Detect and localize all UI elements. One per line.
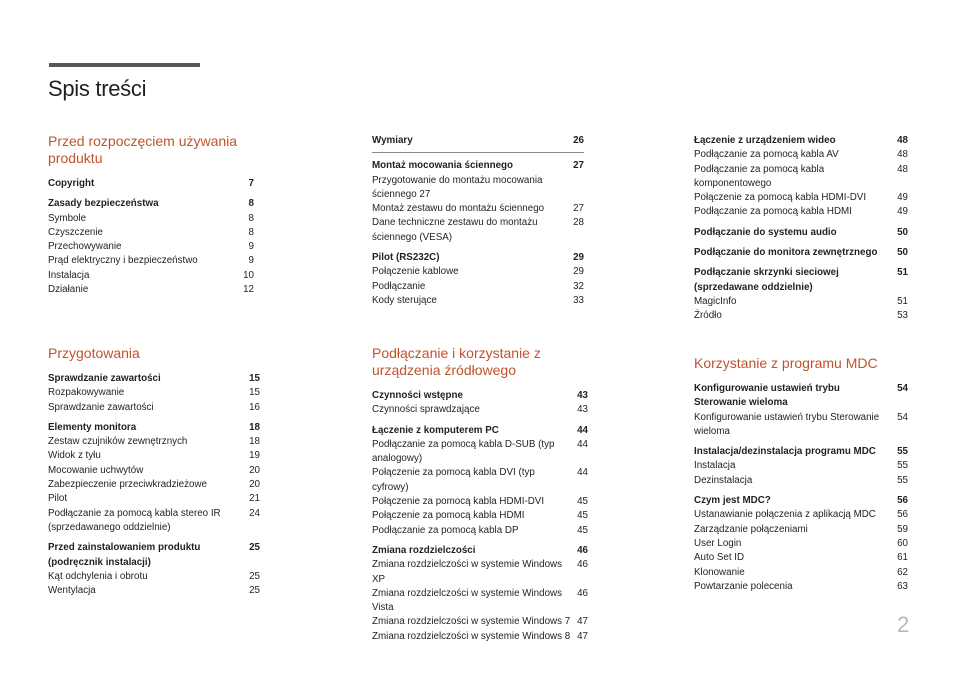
toc-heading-entry[interactable]	[694, 134, 908, 148]
toc-entry[interactable]	[48, 212, 254, 226]
toc-heading-entry[interactable]	[694, 226, 908, 240]
toc-entry[interactable]	[372, 174, 584, 203]
toc-entry-label: Kody sterujące	[372, 294, 437, 306]
toc-entry-page: 25	[249, 542, 260, 554]
toc-entry[interactable]	[48, 435, 260, 449]
toc-entry-label: Podłączanie	[372, 280, 426, 292]
toc-entry-label: Zarządzanie połączeniami	[694, 523, 808, 535]
toc-entry-label: Symbole	[48, 212, 87, 224]
toc-entry-page: 46	[577, 587, 588, 599]
toc-entry-page: 56	[897, 495, 908, 507]
toc-entry-page: 61	[897, 552, 908, 564]
toc-entry-page: 20	[249, 464, 260, 476]
toc-group	[372, 424, 588, 538]
toc-entry-label: Połączenie kablowe	[372, 266, 459, 278]
toc-entry-label: Podłączanie do systemu audio	[694, 226, 837, 238]
toc-entry[interactable]	[48, 478, 260, 492]
toc-entry-label: Podłączanie za pomocą kabla stereo IR (sprzedawanego oddzielnie)	[48, 507, 221, 533]
toc-section-mdc	[694, 355, 908, 600]
toc-entry-label: Zmiana rozdzielczości w systemie Windows XP	[372, 559, 563, 585]
toc-entry-page: 43	[577, 404, 588, 416]
toc-entry-page: 54	[897, 411, 908, 423]
toc-entry[interactable]	[48, 584, 260, 598]
toc-heading-entry[interactable]	[694, 266, 908, 295]
toc-entry-page: 21	[249, 493, 260, 505]
toc-entry-label: Przygotowanie do montażu mocowania ściennego 27	[372, 174, 543, 200]
toc-entry-label: Mocowanie uchwytów	[48, 464, 144, 476]
toc-entry[interactable]	[694, 163, 908, 192]
toc-group	[48, 421, 260, 535]
toc-entry-label: Montaż mocowania ściennego	[372, 160, 513, 172]
toc-entry-page: 29	[573, 252, 584, 264]
toc-entry-label: Ustanawianie połączenia z aplikacją MDC	[694, 509, 876, 521]
toc-entry-page: 45	[577, 524, 588, 536]
toc-entry-label: MagicInfo	[694, 295, 737, 307]
toc-entry-page: 26	[573, 135, 584, 146]
toc-entry-label: Konfigurowanie ustawień trybu Sterowanie wieloma	[694, 383, 840, 409]
toc-entry[interactable]	[694, 295, 908, 309]
toc-entry-label: Konfigurowanie ustawień trybu Sterowanie wieloma	[694, 411, 880, 437]
toc-entry-page: 49	[897, 192, 908, 204]
toc-group	[48, 177, 254, 191]
toc-entry-page: 16	[249, 401, 260, 413]
toc-entry-page: 8	[248, 226, 254, 238]
toc-entry[interactable]	[48, 401, 260, 415]
toc-entry-label: Podłączanie za pomocą kabla D-SUB (typ analogowy)	[372, 438, 555, 465]
toc-entry[interactable]	[694, 474, 908, 488]
toc-entry[interactable]	[372, 524, 588, 538]
toc-entry-page: 53	[897, 310, 908, 322]
toc-entry-page: 45	[577, 496, 588, 508]
toc-entry[interactable]	[372, 509, 588, 523]
toc-group	[372, 251, 584, 308]
toc-entry-label: Zabezpieczenie przeciwkradzieżowe	[48, 479, 208, 491]
toc-entry-label: Klonowanie	[694, 566, 745, 578]
toc-entry-label: Dezinstalacja	[694, 474, 753, 486]
toc-entry[interactable]	[694, 508, 908, 522]
toc-group	[48, 541, 260, 598]
toc-group	[372, 159, 584, 245]
toc-entry-label: Auto Set ID	[694, 552, 745, 564]
toc-entry-page: 32	[573, 280, 584, 292]
toc-entry[interactable]	[48, 570, 260, 584]
toc-entry[interactable]	[372, 403, 588, 417]
toc-heading-entry[interactable]	[694, 494, 908, 508]
toc-entry-page: 15	[249, 387, 260, 399]
toc-entry-label: Rozpakowywanie	[48, 387, 125, 399]
toc-entry-page: 18	[249, 436, 260, 448]
toc-entry-label: Czynności wstępne	[372, 390, 463, 401]
toc-heading-entry[interactable]	[372, 389, 588, 403]
toc-entry-page: 24	[249, 507, 260, 519]
toc-entry-page: 44	[577, 438, 588, 450]
toc-entry-page: 27	[573, 160, 584, 172]
toc-group	[694, 134, 908, 220]
toc-entry-label: Źródło	[694, 310, 722, 322]
toc-entry-label: Podłączanie za pomocą kabla DP	[372, 524, 519, 536]
toc-entry-page: 25	[249, 585, 260, 597]
toc-entry-page: 10	[243, 269, 254, 281]
section-title: Przygotowania	[48, 345, 140, 361]
toc-entry[interactable]	[48, 386, 260, 400]
toc-heading-entry[interactable]	[48, 177, 254, 191]
toc-heading-entry[interactable]	[694, 382, 908, 411]
toc-entry-label: Czyszczenie	[48, 226, 103, 238]
toc-entry-page: 55	[897, 460, 908, 472]
toc-entry-page: 29	[573, 266, 584, 278]
toc-entry[interactable]	[694, 148, 908, 162]
toc-entry-page: 9	[248, 241, 254, 253]
toc-entry[interactable]	[372, 558, 588, 587]
toc-section-wall-mount	[372, 134, 584, 314]
toc-entry-label: Przechowywanie	[48, 241, 122, 253]
section-title: Przed rozpoczęciem używania produktu	[48, 133, 238, 166]
toc-entry-label: Powtarzanie polecenia	[694, 580, 793, 592]
toc-entry-page: 55	[897, 446, 908, 458]
toc-entry-label: Pilot	[48, 493, 68, 505]
toc-entry-label: Prąd elektryczny i bezpieczeństwo	[48, 255, 198, 267]
toc-group	[694, 382, 908, 439]
toc-entry-page: 46	[577, 544, 588, 556]
toc-group	[372, 389, 588, 418]
toc-entry-page: 48	[897, 149, 908, 161]
toc-entry-page: 19	[249, 450, 260, 462]
toc-group	[372, 544, 588, 644]
toc-entry-page: 59	[897, 523, 908, 535]
toc-entry-label: User Login	[694, 537, 742, 549]
toc-entry-label: Zmiana rozdzielczości	[372, 544, 476, 556]
toc-heading-entry[interactable]	[48, 372, 260, 386]
toc-entry-page: 8	[248, 198, 254, 210]
toc-entry[interactable]	[48, 226, 254, 240]
toc-entry[interactable]	[48, 240, 254, 254]
toc-entry-page: 51	[897, 295, 908, 307]
toc-entry[interactable]	[694, 309, 908, 323]
toc-entry-label: Podłączanie za pomocą kabla HDMI	[694, 206, 852, 218]
section-title: Korzystanie z programu MDC	[694, 355, 878, 371]
toc-entry-label: Widok z tyłu	[48, 450, 101, 462]
toc-entry-label: Sprawdzanie zawartości	[48, 373, 161, 384]
toc-entry[interactable]	[694, 551, 908, 565]
toc-section-connecting	[372, 345, 588, 650]
toc-entry-page: 62	[897, 566, 908, 578]
toc-heading-entry[interactable]	[48, 541, 260, 570]
toc-entry-page: 44	[577, 467, 588, 479]
toc-heading-entry[interactable]	[372, 544, 588, 558]
toc-entry-label: Sprawdzanie zawartości	[48, 401, 154, 413]
toc-entry-label: Pilot (RS232C)	[372, 252, 440, 264]
toc-heading-entry[interactable]	[372, 424, 588, 438]
toc-entry[interactable]	[694, 566, 908, 580]
toc-entry[interactable]	[372, 466, 588, 495]
toc-entry-label: Instalacja	[48, 269, 90, 281]
toc-group	[48, 372, 260, 415]
toc-entry-label: Kąt odchylenia i obrotu	[48, 570, 148, 582]
toc-group	[48, 197, 254, 297]
toc-entry-page: 12	[243, 284, 254, 296]
toc-entry[interactable]	[372, 265, 584, 279]
toc-entry-page: 45	[577, 510, 588, 522]
toc-entry[interactable]	[372, 280, 584, 294]
toc-entry-page: 54	[897, 383, 908, 394]
toc-entry[interactable]	[372, 615, 588, 629]
toc-entry-page: 25	[249, 570, 260, 582]
toc-entry-label: Połączenie za pomocą kabla HDMI-DVI	[694, 192, 867, 204]
toc-section-video	[694, 134, 908, 330]
toc-entry[interactable]	[372, 587, 588, 616]
toc-entry-label: Podłączanie skrzynki sieciowej (sprzedawane oddzielnie)	[694, 267, 839, 293]
toc-entry-page: 50	[897, 226, 908, 238]
toc-entry-page: 18	[249, 421, 260, 433]
toc-section-preparation	[48, 345, 260, 604]
toc-entry-page: 56	[897, 509, 908, 521]
section-title: Podłączanie i korzystanie z urządzenia źródłowego	[372, 345, 541, 378]
toc-entry-page: 28	[573, 217, 584, 229]
toc-entry[interactable]	[694, 580, 908, 594]
toc-entry-label: Wentylacja	[48, 585, 96, 597]
toc-entry-label: Dane techniczne zestawu do montażu ściennego (VESA)	[372, 217, 538, 243]
toc-entry-label: Copyright	[48, 178, 95, 189]
header-bar	[49, 63, 200, 67]
toc-entry-page: 49	[897, 206, 908, 218]
toc-entry-label: Zasady bezpieczeństwa	[48, 198, 159, 210]
toc-entry[interactable]	[372, 438, 588, 467]
toc-entry[interactable]	[48, 254, 254, 268]
toc-entry-page: 44	[577, 424, 588, 436]
toc-entry-label: Połączenie za pomocą kabla DVI (typ cyfrowy)	[372, 467, 535, 493]
toc-entry-page: 60	[897, 537, 908, 549]
page-title: Spis treści	[48, 76, 147, 101]
toc-entry-page: 33	[573, 294, 584, 306]
toc-entry[interactable]	[694, 411, 908, 440]
toc-entry-label: Wymiary	[372, 135, 413, 146]
toc-entry[interactable]	[694, 537, 908, 551]
page-number: 2	[897, 612, 910, 637]
toc-group	[372, 134, 584, 153]
toc-entry-page: 50	[897, 247, 908, 259]
toc-entry[interactable]	[372, 294, 584, 308]
toc-entry-page: 63	[897, 580, 908, 592]
toc-entry-page: 46	[577, 559, 588, 571]
toc-heading-entry[interactable]	[372, 159, 584, 173]
toc-heading-entry[interactable]	[48, 421, 260, 435]
toc-entry[interactable]	[48, 283, 254, 297]
toc-entry-label: Czym jest MDC?	[694, 495, 771, 507]
toc-entry-page: 51	[897, 267, 908, 279]
toc-entry-page: 27	[573, 203, 584, 215]
toc-group	[694, 445, 908, 488]
toc-group	[694, 226, 908, 240]
toc-group	[694, 494, 908, 594]
toc-entry[interactable]	[694, 205, 908, 219]
toc-entry[interactable]	[694, 523, 908, 537]
toc-entry[interactable]	[694, 191, 908, 205]
toc-heading-entry[interactable]	[694, 246, 908, 260]
toc-entry[interactable]	[48, 269, 254, 283]
toc-entry-label: Elementy monitora	[48, 421, 137, 433]
divider	[372, 152, 584, 153]
toc-entry-page: 47	[577, 616, 588, 628]
toc-entry[interactable]	[48, 449, 260, 463]
toc-entry-page: 8	[248, 212, 254, 224]
toc-entry[interactable]	[372, 630, 588, 644]
toc-entry-page: 15	[249, 373, 260, 384]
toc-entry-page: 48	[897, 163, 908, 175]
toc-entry-label: Działanie	[48, 284, 89, 296]
toc-entry-page: 7	[248, 178, 254, 189]
toc-heading-entry[interactable]	[372, 134, 584, 148]
toc-entry-label: Podłączanie za pomocą kabla komponentowego	[694, 163, 825, 189]
toc-entry[interactable]	[372, 202, 584, 216]
toc-entry-label: Zmiana rozdzielczości w systemie Windows 7	[372, 616, 571, 628]
toc-entry-label: Podłączanie za pomocą kabla AV	[694, 149, 839, 161]
toc-entry-label: Łączenie z komputerem PC	[372, 424, 499, 436]
toc-entry-page: 43	[577, 390, 588, 401]
toc-entry-page: 20	[249, 479, 260, 491]
toc-section-before-use	[48, 133, 254, 303]
toc-heading-entry[interactable]	[48, 197, 254, 211]
toc-entry-label: Zestaw czujników zewnętrznych	[48, 436, 188, 448]
toc-entry[interactable]	[372, 216, 584, 245]
toc-entry[interactable]	[372, 495, 588, 509]
toc-entry-label: Instalacja/dezinstalacja programu MDC	[694, 446, 876, 458]
toc-entry-page: 48	[897, 135, 908, 146]
toc-entry[interactable]	[48, 492, 260, 506]
toc-entry-label: Przed zainstalowaniem produktu (podręcznik instalacji)	[48, 542, 201, 568]
toc-group	[694, 266, 908, 323]
toc-entry-label: Połączenie za pomocą kabla HDMI	[372, 510, 525, 522]
toc-entry[interactable]	[48, 507, 260, 536]
toc-entry-page: 9	[248, 255, 254, 267]
toc-entry-label: Zmiana rozdzielczości w systemie Windows Vista	[372, 587, 563, 614]
toc-entry[interactable]	[694, 459, 908, 473]
toc-entry-label: Połączenie za pomocą kabla HDMI-DVI	[372, 496, 545, 508]
toc-entry-page: 55	[897, 474, 908, 486]
toc-entry-label: Łączenie z urządzeniem wideo	[694, 135, 836, 146]
toc-group	[694, 246, 908, 260]
toc-entry-page: 47	[577, 630, 588, 642]
toc-entry-label: Czynności sprawdzające	[372, 404, 480, 416]
toc-heading-entry[interactable]	[694, 445, 908, 459]
toc-entry[interactable]	[48, 464, 260, 478]
toc-entry-label: Instalacja	[694, 460, 736, 472]
toc-entry-label: Podłączanie do monitora zewnętrznego	[694, 247, 878, 259]
toc-heading-entry[interactable]	[372, 251, 584, 265]
toc-entry-label: Zmiana rozdzielczości w systemie Windows 8	[372, 630, 571, 642]
toc-entry-label: Montaż zestawu do montażu ściennego	[372, 203, 545, 215]
